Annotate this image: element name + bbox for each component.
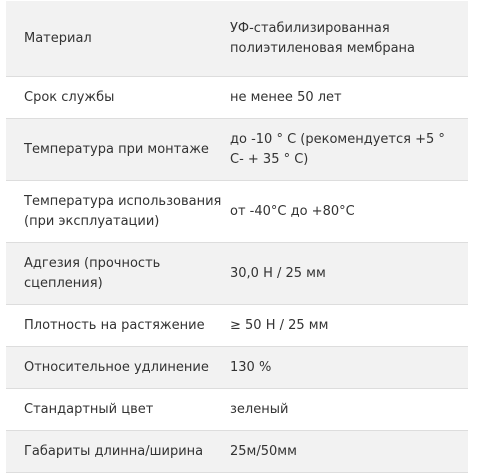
spec-value: до -10 ° С (рекомендуется +5 ° С- + 35 ° С)	[230, 131, 445, 167]
spec-label: Срок службы	[24, 89, 115, 105]
spec-value: от -40°С до +80°С	[230, 203, 355, 219]
spec-label: Стандартный цвет	[24, 401, 154, 417]
spec-label: Температура при монтаже	[24, 141, 209, 157]
spec-label: Относительное удлинение	[24, 359, 209, 375]
spec-value: зеленый	[230, 401, 289, 417]
spec-label: Габариты длинна/ширина	[24, 443, 204, 459]
spec-label: Температура использования (при эксплуатации)	[24, 193, 222, 229]
spec-value: 130 %	[230, 359, 272, 375]
spec-row-standard-color	[6, 389, 468, 431]
spec-value: 30,0 Н / 25 мм	[230, 265, 326, 281]
spec-value: УФ-стабилизированная полиэтиленовая мембрана	[230, 20, 416, 56]
spec-row-service-life	[6, 77, 468, 119]
spec-row-dimensions	[6, 431, 468, 473]
spec-value: 25м/50мм	[230, 443, 297, 459]
spec-value: не менее 50 лет	[230, 89, 342, 105]
spec-value: ≥ 50 Н / 25 мм	[230, 317, 329, 333]
spec-row-elongation	[6, 347, 468, 389]
spec-label: Материал	[24, 30, 92, 46]
spec-row-install-temperature	[6, 119, 468, 181]
spec-label: Плотность на растяжение	[24, 317, 205, 333]
spec-row-tensile-density	[6, 305, 468, 347]
spec-row-operating-temperature	[6, 181, 468, 243]
specifications-table	[6, 1, 468, 473]
spec-label: Адгезия (прочность сцепления)	[24, 255, 161, 291]
spec-row-adhesion	[6, 243, 468, 305]
spec-row-material	[6, 1, 468, 77]
